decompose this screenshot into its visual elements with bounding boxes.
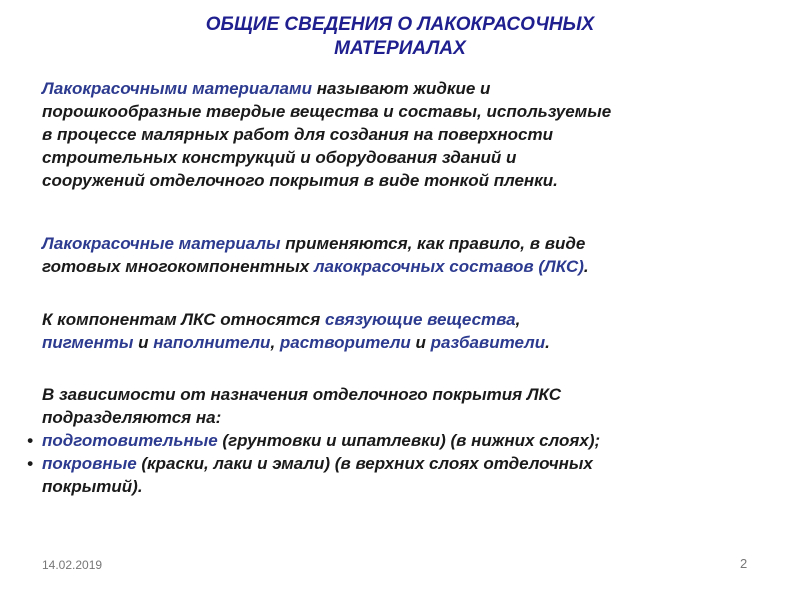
- term-binders: связующие вещества: [324, 310, 516, 329]
- term-preparatory: подготовительные: [42, 431, 218, 450]
- classification-list: [27, 429, 787, 498]
- term-lks: лакокрасочных составов (ЛКС): [313, 257, 584, 276]
- item-2-rest: (краски, лаки и эмали) (в верхних слоях отделочных: [136, 454, 593, 473]
- p3-text6: .: [545, 333, 550, 352]
- p2-text3: .: [583, 257, 589, 276]
- p3-text2: ,: [515, 310, 521, 329]
- p2-text1: применяются, как правило, в виде: [280, 234, 586, 253]
- paragraph-usage: [42, 232, 787, 278]
- term-lkm-2: Лакокрасочные материалы: [42, 234, 281, 253]
- p1-text: называют жидкие и: [311, 79, 491, 98]
- title-line-1: ОБЩИЕ СВЕДЕНИЯ О ЛАКОКРАСОЧНЫХ: [205, 14, 595, 35]
- term-fillers: наполнители: [153, 333, 271, 352]
- p3-text5: и: [410, 333, 431, 352]
- page-number: 2: [740, 556, 748, 571]
- term-coating: покровные: [42, 454, 137, 473]
- term-thinners: разбавители: [430, 333, 546, 352]
- p2-text2: готовых многокомпонентных: [42, 257, 314, 276]
- paragraph-definition: [42, 77, 787, 192]
- bullet-icon: •: [27, 431, 33, 450]
- p3-text1: К компонентам ЛКС относятся: [42, 310, 325, 329]
- item-2-rest-2: покрытий).: [42, 477, 143, 496]
- p3-text4: ,: [270, 333, 280, 352]
- paragraph-components: [42, 308, 787, 354]
- slide-title: [100, 13, 700, 61]
- list-item: [27, 452, 787, 498]
- p4-line2: подразделяются на:: [42, 408, 222, 427]
- paragraph-classification: [27, 383, 787, 498]
- p1-line4: строительных конструкций и оборудования зданий и: [42, 148, 517, 167]
- bullet-icon: •: [27, 454, 33, 473]
- term-lkm: Лакокрасочными материалами: [42, 79, 312, 98]
- p1-line2: порошкообразные твердые вещества и составы, используемые: [42, 102, 612, 121]
- title-line-2: МАТЕРИАЛАХ: [334, 38, 466, 59]
- term-pigments: пигменты: [42, 333, 134, 352]
- term-solvents: растворители: [279, 333, 411, 352]
- footer-date: 14.02.2019: [42, 558, 103, 572]
- list-item: [27, 429, 787, 452]
- item-1-rest: (грунтовки и шпатлевки) (в нижних слоях);: [217, 431, 601, 450]
- p1-line3: в процессе малярных работ для создания на поверхности: [42, 125, 553, 144]
- p1-line5: сооружений отделочного покрытия в виде тонкой пленки.: [42, 171, 558, 190]
- p4-line1: В зависимости от назначения отделочного покрытия ЛКС: [42, 385, 562, 404]
- p3-text3: и: [133, 333, 154, 352]
